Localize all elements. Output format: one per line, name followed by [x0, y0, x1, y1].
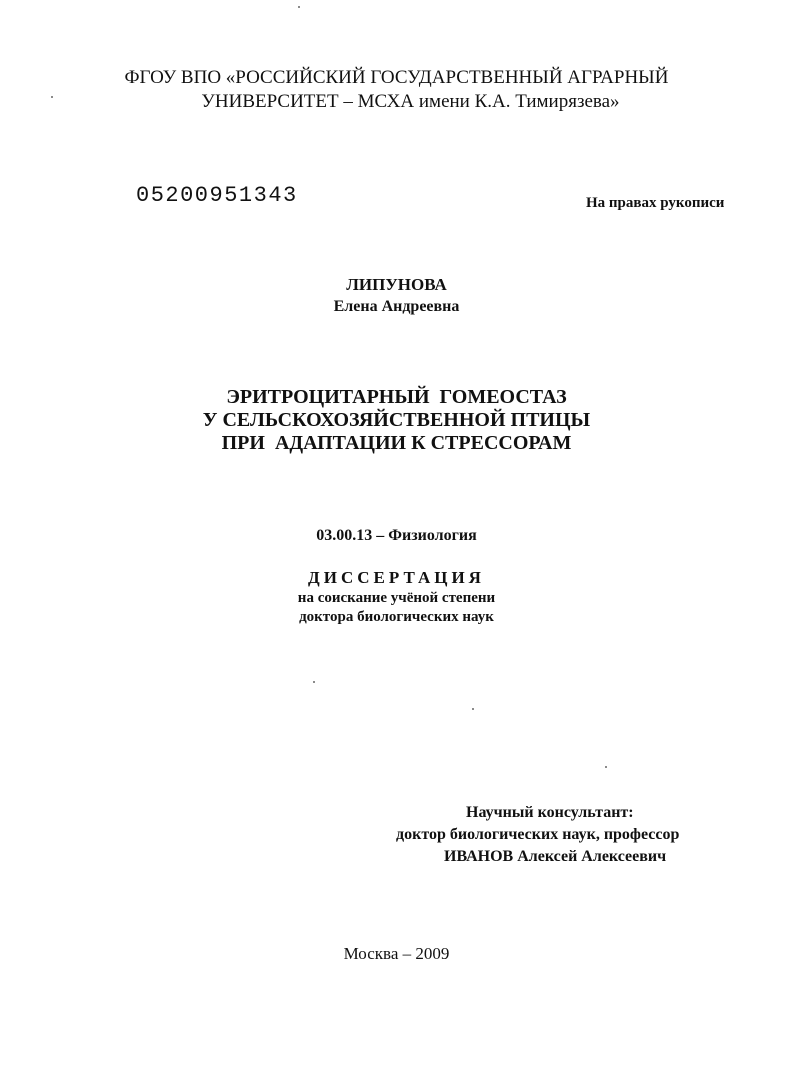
scan-speck [472, 708, 474, 710]
document-code: 05200951343 [136, 183, 298, 208]
dissertation-block [0, 567, 793, 627]
author-block [0, 274, 793, 317]
thesis-title-line-1: ЭРИТРОЦИТАРНЫЙ ГОМЕОСТАЗ [226, 386, 567, 408]
scan-speck [51, 96, 53, 98]
scan-speck [605, 766, 607, 768]
degree-line-1: на соискание учёной степени [297, 590, 496, 606]
city-year: Москва – 2009 [343, 944, 450, 963]
author-surname: ЛИПУНОВА [346, 275, 447, 294]
consultant-name: ИВАНОВ Алексей Алексеевич [444, 848, 667, 865]
thesis-title-line-2: У СЕЛЬСКОХОЗЯЙСТВЕННОЙ ПТИЦЫ [202, 409, 591, 431]
consultant-label: Научный консультант: [466, 804, 634, 821]
scan-speck [313, 681, 315, 683]
organization-line-2: УНИВЕРСИТЕТ – МСХА имени К.А. Тимирязева» [201, 91, 620, 112]
rights-note: На правах рукописи [586, 195, 725, 211]
author-given-names: Елена Андреевна [333, 298, 460, 315]
scan-speck [298, 6, 300, 8]
consultant-block [0, 802, 793, 872]
organization-header [0, 66, 793, 114]
dissertation-word: ДИССЕРТАЦИЯ [308, 568, 485, 587]
specialty-code: 03.00.13 – Физиология [316, 527, 477, 544]
thesis-title [0, 386, 793, 455]
thesis-title-line-3: ПРИ АДАПТАЦИИ К СТРЕССОРАМ [221, 432, 572, 454]
organization-line-1: ФГОУ ВПО «РОССИЙСКИЙ ГОСУДАРСТВЕННЫЙ АГРАРНЫЙ [124, 67, 669, 88]
degree-line-2: доктора биологических наук [299, 609, 494, 625]
consultant-degree: доктор биологических наук, профессор [396, 826, 680, 843]
